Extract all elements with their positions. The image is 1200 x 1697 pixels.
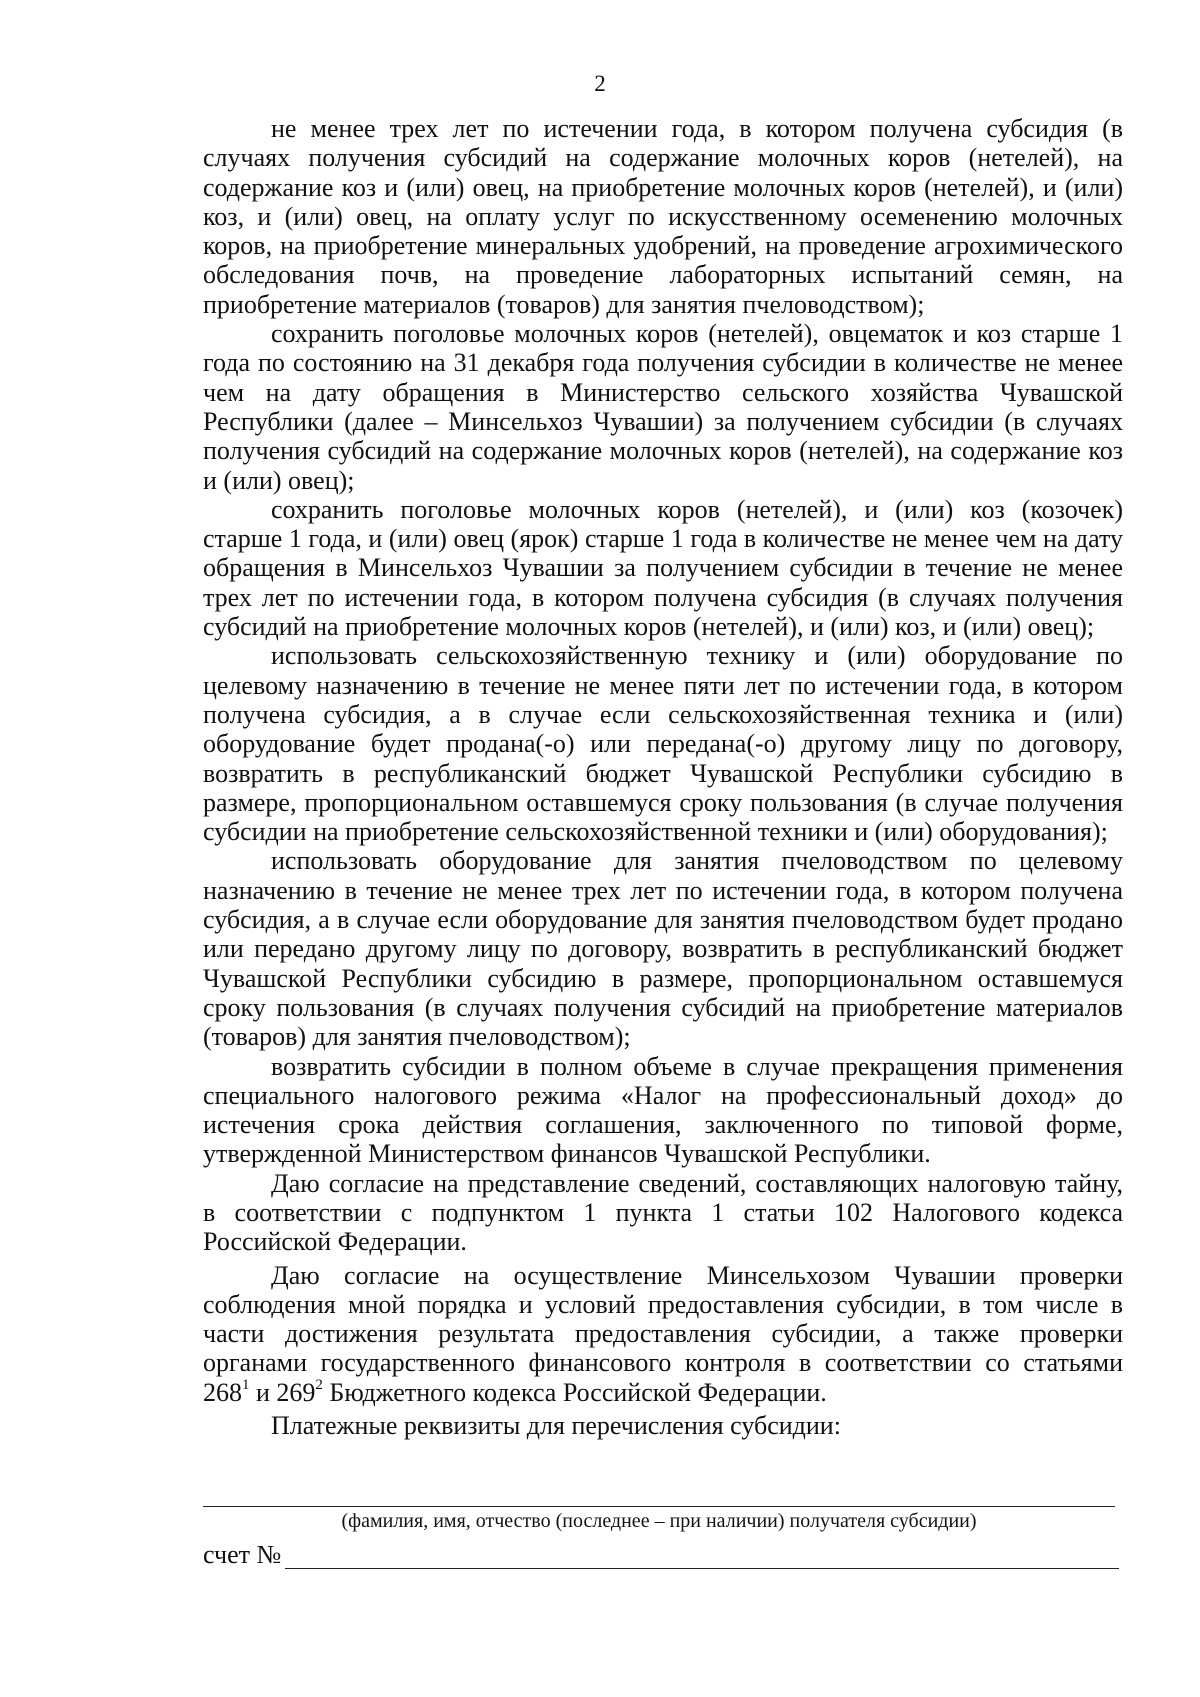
paragraph-livestock-three-years: сохранить поголовье молочных коров (нетелей), и (или) коз (козочек) старше 1 года, и (или) овец (ярок) старше 1 года в количестве не менее чем на дату обращения в Минсельхоз Чувашии за получением субсидии в течение не менее трех лет по истечении года, в котором получена субсидия (в случаях получения субсидий на приобретение молочных коров (нетелей), и (или) коз, и (или) овец); [203, 494, 1123, 642]
paragraph-livestock-year-end: сохранить поголовье молочных коров (нетелей), овцематок и коз старше 1 года по состоянию на 31 декабря года получения субсидии в количестве не менее чем на дату обращения в Министерство сельского хозяйства Чувашской Республики (далее – Минсельхоз Чувашии) за получением субсидии (в случаях получения субсидий на содержание молочных коров (нетелей), на содержание коз и (или) овец); [203, 319, 1123, 495]
paragraph-inspection-consent [203, 1261, 1123, 1407]
paragraph-beekeeping-equipment: использовать оборудование для занятия пчеловодством по целевому назначению в течение не менее трех лет по истечении года, в котором получена субсидия, а в случае если оборудование для занятия пчеловодством будет продано или передано другому лицу по договору, возвратить в республиканский бюджет Чувашской Республики субсидию в размере, пропорциональном оставшемуся сроку пользования (в случаях получения субсидий на приобретение материалов (товаров) для занятия пчеловодством); [203, 846, 1123, 1052]
consent-text-before: Даю согласие на осуществление Минсельхозом Чувашии проверки соблюдения мной порядка и условий предоставления субсидии, в том числе в части достижения результата предоставления субсидии, а также проверки органами государственного финансового контроля в соответствии со статьями 268 [203, 1260, 1123, 1407]
paragraph-tax-secret-consent: Даю согласие на представление сведений, составляющих налоговую тайну, в соответствии с подпунктом 1 пункта 1 статьи 102 Налогового кодекса Российской Федерации. [203, 1168, 1123, 1257]
account-number-line [285, 1568, 1119, 1569]
paragraph-continuation: не менее трех лет по истечении года, в котором получена субсидия (в случаях получения субсидий на содержание молочных коров (нетелей), на содержание коз и (или) овец, на приобретение молочных коров (нетелей), и (или) коз, и (или) овец, на оплату услуг по искусственному осеменению молочных коров, на приобретение минеральных удобрений, на проведение агрохимического обследования почв, на проведение лабораторных испытаний семян, на приобретение материалов (товаров) для занятия пчеловодством); [203, 114, 1123, 319]
consent-text-middle: и 269 [249, 1377, 316, 1407]
recipient-name-line [203, 1506, 1115, 1507]
recipient-name-caption: (фамилия, имя, отчество (последнее – при наличии) получателя субсидии) [341, 1510, 977, 1532]
page-number: 2 [594, 71, 606, 96]
payment-details-heading: Платежные реквизиты для перечисления субсидии: [271, 1411, 841, 1441]
document-body [203, 114, 1123, 1440]
consent-text-after: Бюджетного кодекса Российской Федерации. [322, 1377, 827, 1407]
account-label: счет № [203, 1540, 282, 1569]
paragraph-tax-regime: возвратить субсидии в полном объеме в случае прекращения применения специального налогового режима «Налог на профессиональный доход» до истечения срока действия соглашения, заключенного по типовой форме, утвержденной Министерством финансов Чувашской Республики. [203, 1051, 1123, 1169]
paragraph-machinery-use: использовать сельскохозяйственную технику и (или) оборудование по целевому назначению в течение не менее пяти лет по истечении года, в котором получена субсидия, а в случае если сельскохозяйственная техника и (или) оборудование будет продана(-о) или передана(-о) другому лицу по договору, возвратить в республиканский бюджет Чувашской Республики субсидию в размере, пропорциональном оставшемуся сроку пользования (в случае получения субсидии на приобретение сельскохозяйственной техники и (или) оборудования); [203, 641, 1123, 847]
superscript-1: 1 [242, 1376, 250, 1393]
account-row [203, 1540, 1123, 1572]
superscript-2: 2 [315, 1376, 323, 1393]
